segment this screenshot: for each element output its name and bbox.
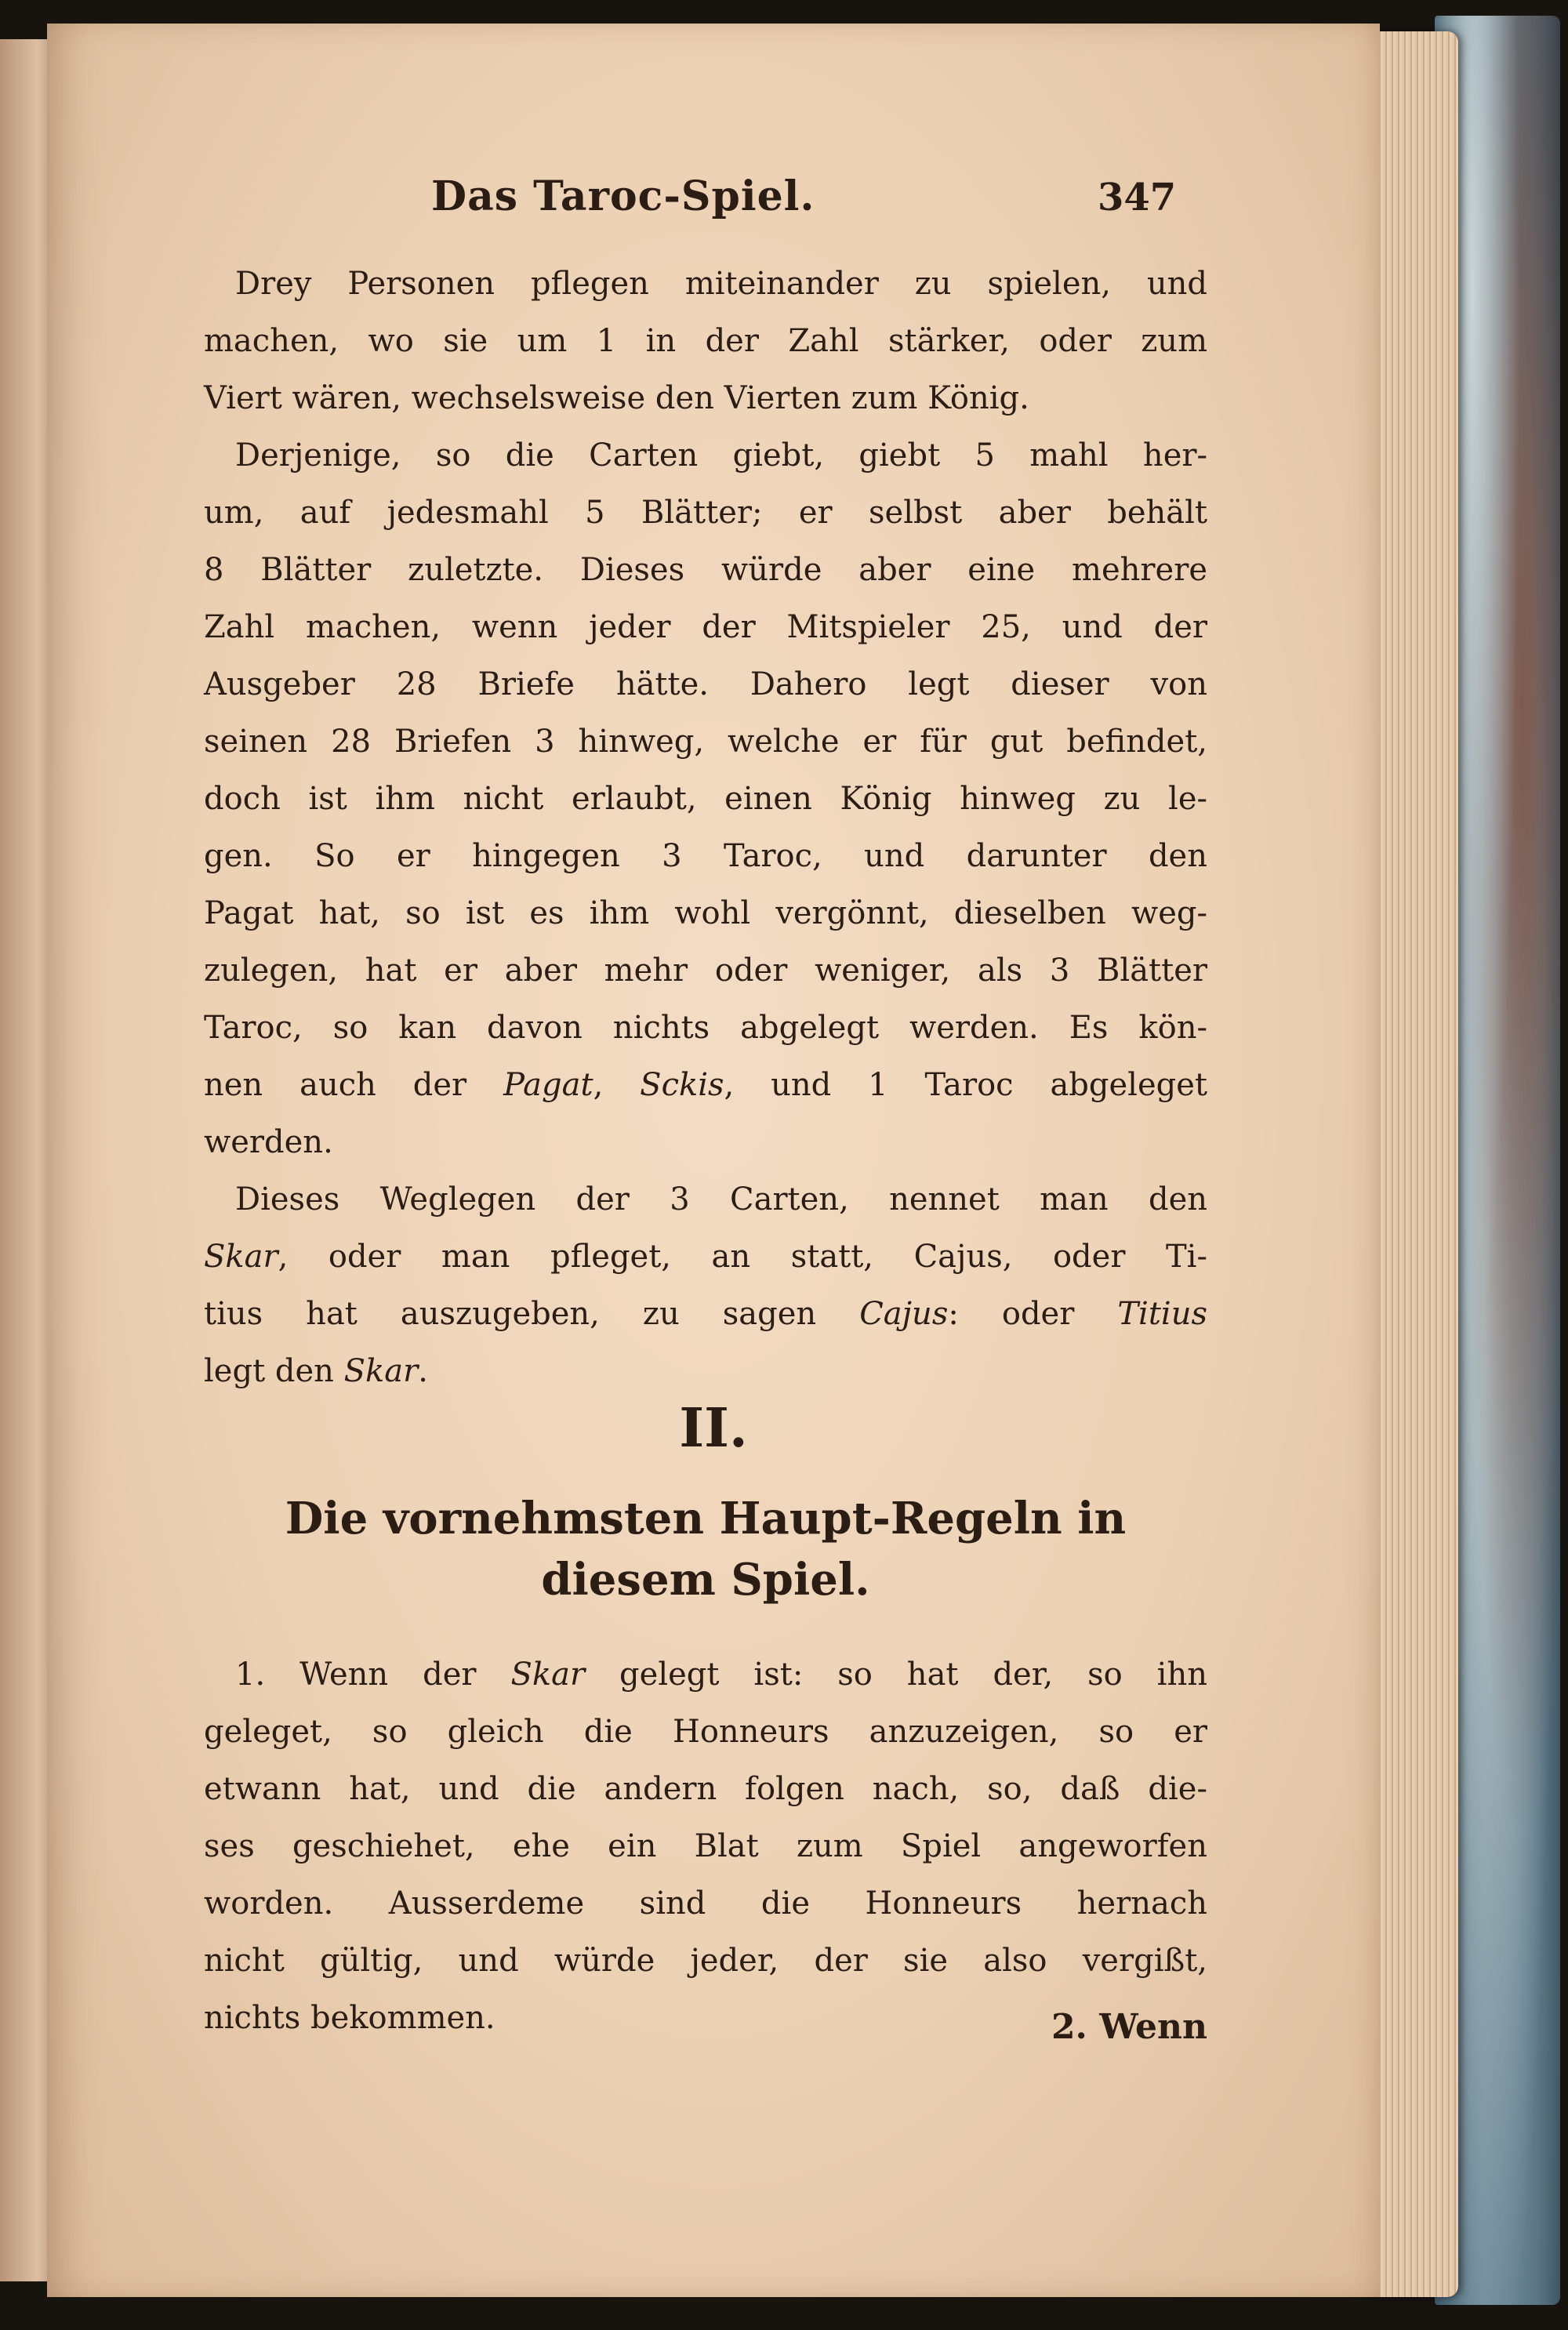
text-line: doch ist ihm nicht erlaubt, einen König hinweg zu le- <box>204 781 1207 817</box>
running-title: Das Taroc-Spiel. <box>431 172 815 220</box>
section-number: II. <box>679 1397 748 1460</box>
text-segment: nen auch der <box>204 1067 504 1103</box>
text-line: nicht gültig, und würde jeder, der sie also vergißt, <box>204 1943 1207 1979</box>
italic-term: Skar <box>204 1239 278 1275</box>
page-number: 347 <box>1098 176 1177 220</box>
text-segment: tius hat auszugeben, zu sagen <box>204 1296 860 1332</box>
text-line: etwann hat, und die andern folgen nach, so, daß die- <box>204 1771 1207 1807</box>
text-line: zulegen, hat er aber mehr oder weniger, als 3 Blätter <box>204 953 1207 989</box>
text-segment: , und 1 Taroc abgeleget <box>724 1067 1207 1103</box>
catchword: 2. Wenn <box>1051 2007 1207 2047</box>
italic-term: Titius <box>1117 1296 1207 1332</box>
text-line: Dieses Weglegen der 3 Carten, nennet man den <box>235 1181 1207 1218</box>
text-line: werden. <box>204 1124 333 1160</box>
text-segment: : oder <box>948 1296 1118 1332</box>
italic-term: Skar <box>510 1657 586 1693</box>
heading-line: Die vornehmsten Haupt-Regeln in <box>285 1493 1127 1544</box>
text-segment: , oder man pfleget, an statt, Cajus, oder Ti- <box>278 1239 1207 1275</box>
text-line <box>204 1343 1207 1400</box>
italic-term: Skar <box>343 1353 419 1389</box>
text-line: 8 Blätter zuletzte. Dieses würde aber eine mehrere <box>204 552 1207 588</box>
heading-line: diesem Spiel. <box>541 1554 870 1606</box>
text-line: ses geschiehet, ehe ein Blat zum Spiel angeworfen <box>204 1828 1207 1864</box>
text-line: Derjenige, so die Carten giebt, giebt 5 mahl her- <box>235 437 1207 474</box>
italic-term: Cajus <box>859 1296 949 1332</box>
italic-term: Pagat <box>503 1067 593 1103</box>
italic-term: Sckis <box>640 1067 724 1103</box>
text-line: Drey Personen pflegen miteinander zu spielen, und <box>235 266 1207 302</box>
text-segment: legt den <box>204 1353 344 1389</box>
text-segment: . <box>418 1353 428 1389</box>
text-line: Taroc, so kan davon nichts abgelegt werden. Es kön- <box>204 1010 1207 1046</box>
text-line: Zahl machen, wenn jeder der Mitspieler 25, und der <box>204 609 1207 645</box>
text-segment: 1. Wenn der <box>235 1657 511 1693</box>
text-line: machen, wo sie um 1 in der Zahl stärker, oder zum <box>204 323 1207 359</box>
text-line: seinen 28 Briefen 3 hinweg, welche er für gut befindet, <box>204 724 1207 760</box>
text-line: nichts bekommen. <box>204 2000 495 2036</box>
text-segment: , <box>593 1067 641 1103</box>
section-heading <box>204 1488 1207 1610</box>
book-page <box>47 24 1380 2297</box>
text-line: Pagat hat, so ist es ihm wohl vergönnt, dieselben weg- <box>204 895 1207 931</box>
text-line: gen. So er hingegen 3 Taroc, und darunter den <box>204 838 1207 874</box>
text-line: Ausgeber 28 Briefe hätte. Dahero legt dieser von <box>204 666 1207 702</box>
text-line: geleget, so gleich die Honneurs anzuzeigen, so er <box>204 1714 1207 1750</box>
text-line: Viert wären, wechselsweise den Vierten zum König. <box>204 380 1029 416</box>
text-line: um, auf jedesmahl 5 Blätter; er selbst aber behält <box>204 495 1207 531</box>
text-line: worden. Ausserdeme sind die Honneurs hernach <box>204 1885 1207 1922</box>
text-segment: gelegt ist: so hat der, so ihn <box>585 1657 1208 1693</box>
